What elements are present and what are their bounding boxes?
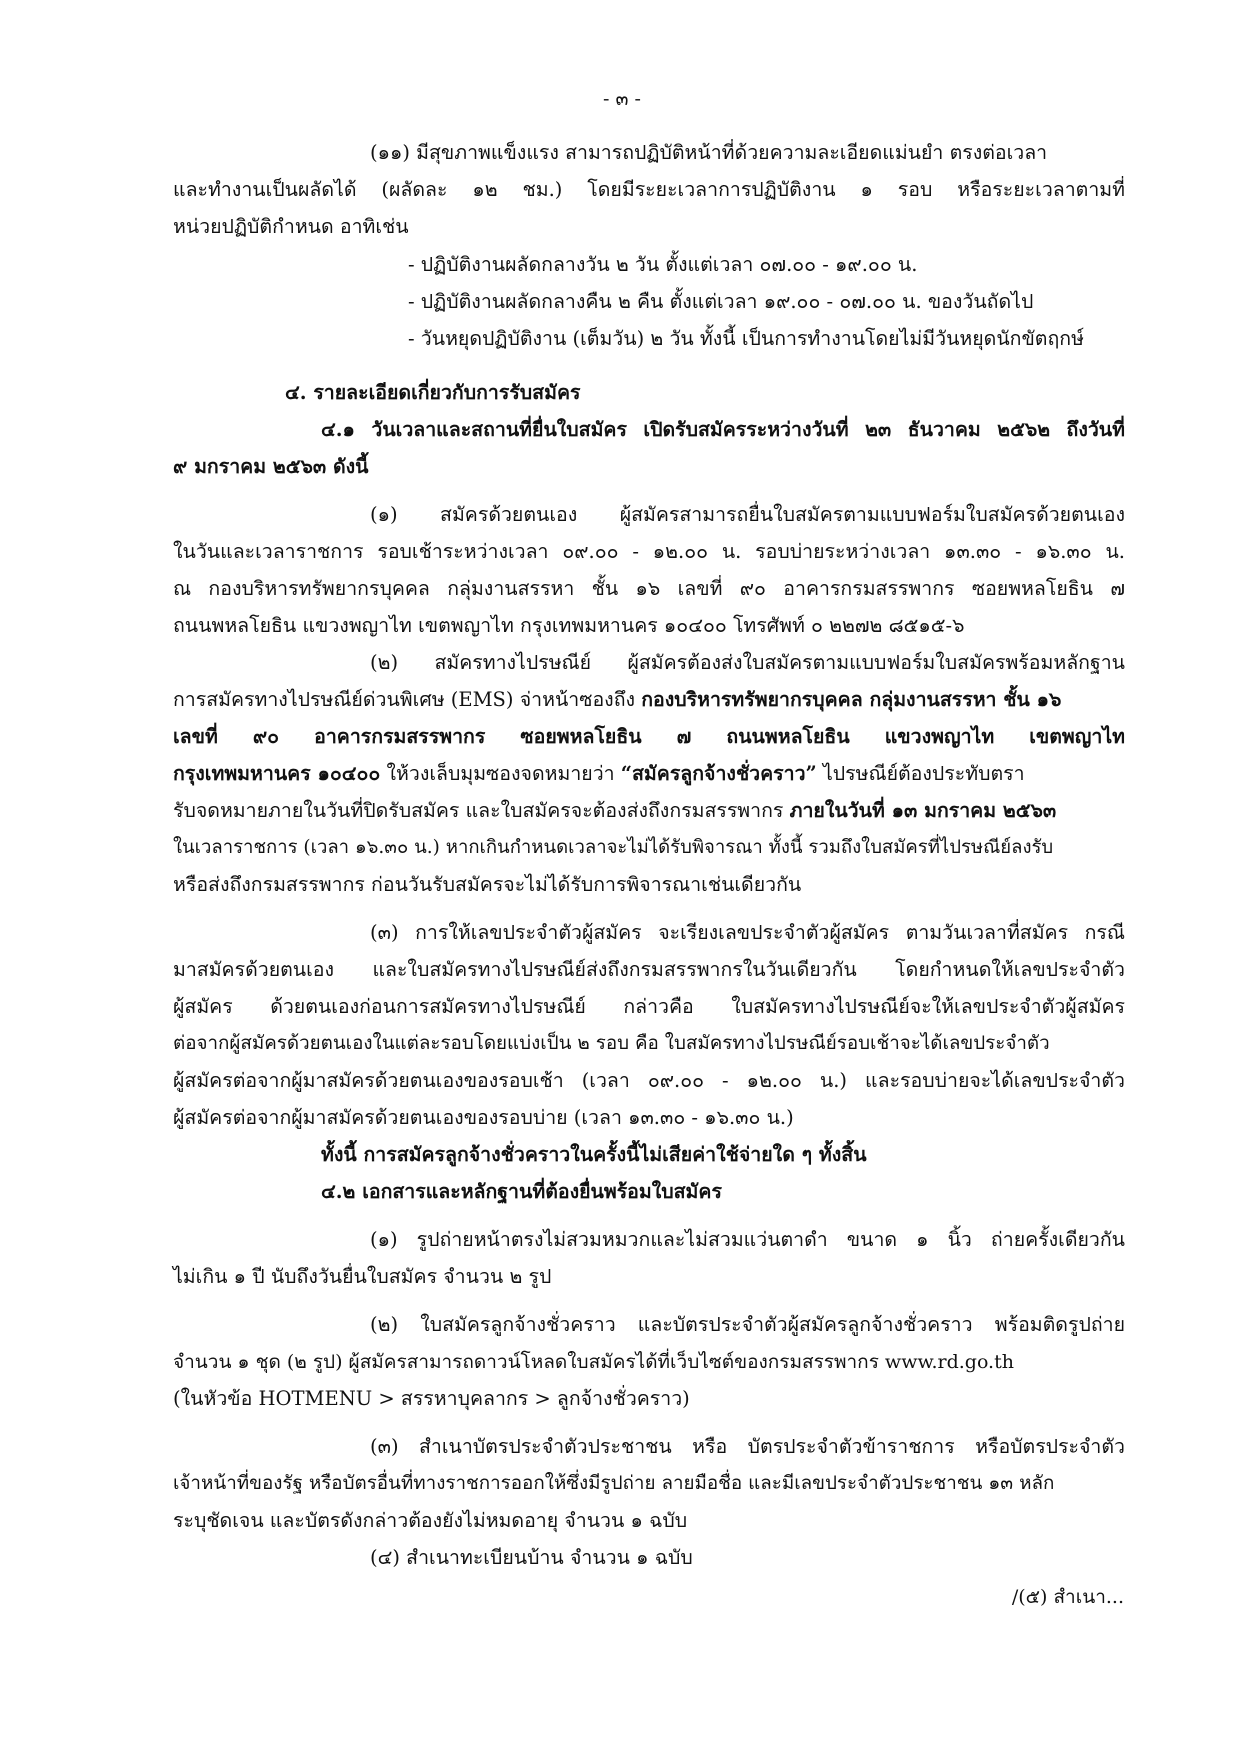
- doc-3-line-2: เจ้าหน้าที่ของรัฐ หรือบัตรอื่นที่ทางราชการออกให้ซึ่งมีรูปถ่าย ลายมือชื่อ และมีเลขประจำตัวประชาชน ๑๓ หลัก: [173, 1473, 1055, 1494]
- page-number: - ๓ -: [603, 88, 641, 110]
- doc-3-line-1: (๓) สำเนาบัตรประจำตัวประชาชน หรือ บัตรประจำตัวข้าราชการ หรือบัตรประจำตัว: [370, 1435, 1125, 1458]
- apply-in-person-line-2: ในวันและเวลาราชการ รอบเช้าระหว่างเวลา ๐๙.๐๐ - ๑๒.๐๐ น. รอบบ่ายระหว่างเวลา ๑๓.๓๐ - ๑๖.๓๐ น.: [173, 540, 1125, 563]
- numbering-line-1: (๓) การให้เลขประจำตัวผู้สมัคร จะเรียงเลขประจำตัวผู้สมัคร ตามวันเวลาที่สมัคร กรณี: [370, 921, 1125, 944]
- paragraph-11-line-3: หน่วยปฏิบัติกำหนด อาทิเช่น: [173, 215, 409, 238]
- mail-address-bold-3: กรุงเทพมหานคร ๑๐๔๐๐: [173, 762, 381, 785]
- section-4-2-heading: ๔.๒ เอกสารและหลักฐานที่ต้องยื่นพร้อมใบสมัคร: [321, 1180, 722, 1203]
- bullet-night-shift: - ปฏิบัติงานผลัดกลางคืน ๒ คืน ตั้งแต่เวลา ๑๙.๐๐ - ๐๗.๐๐ น. ของวันถัดไป: [408, 290, 1034, 313]
- paragraph-11-line-2: และทำงานเป็นผลัดได้ (ผลัดละ ๑๒ ชม.) โดยมีระยะเวลาการปฏิบัติงาน ๑ รอบ หรือระยะเวลาตามที่: [173, 178, 1125, 201]
- deadline-date-bold: ภายในวันที่ ๑๓ มกราคม ๒๕๖๓: [789, 799, 1057, 822]
- apply-by-mail-line-2-text: การสมัครทางไปรษณีย์ด่วนพิเศษ (EMS) จ่าหน้าซองถึง: [173, 688, 642, 711]
- apply-in-person-line-4: ถนนพหลโยธิน แขวงพญาไท เขตพญาไท กรุงเทพมหานคร ๑๐๔๐๐ โทรศัพท์ ๐ ๒๒๗๒ ๘๕๑๕-๖: [173, 614, 965, 637]
- no-fee-note: ทั้งนี้ การสมัครลูกจ้างชั่วคราวในครั้งนี้ไม่เสียค่าใช้จ่ายใด ๆ ทั้งสิ้น: [321, 1143, 867, 1166]
- postmark-text: ไปรษณีย์ต้องประทับตรา: [816, 762, 1025, 785]
- apply-by-mail-line-4: [173, 759, 1025, 789]
- doc-4-line-1: (๔) สำเนาทะเบียนบ้าน จำนวน ๑ ฉบับ: [370, 1546, 693, 1569]
- apply-in-person-line-1: (๑) สมัครด้วยตนเอง ผู้สมัครสามารถยื่นใบสมัครตามแบบฟอร์มใบสมัครด้วยตนเอง: [370, 503, 1125, 526]
- bullet-day-shift: - ปฏิบัติงานผลัดกลางวัน ๒ วัน ตั้งแต่เวลา ๐๗.๐๐ - ๑๙.๐๐ น.: [408, 253, 918, 276]
- apply-by-mail-line-5: [173, 796, 1056, 826]
- doc-2-line-3: (ในหัวข้อ HOTMENU > สรรหาบุคลากร > ลูกจ้างชั่วคราว): [173, 1387, 690, 1410]
- deadline-intro-text: รับจดหมายภายในวันที่ปิดรับสมัคร และใบสมัครจะต้องส่งถึงกรมสรรพากร: [173, 799, 790, 822]
- envelope-instruction-text: ให้วงเล็บมุมซองจดหมายว่า: [380, 762, 621, 785]
- apply-by-mail-line-7: หรือส่งถึงกรมสรรพากร ก่อนวันรับสมัครจะไม่ได้รับการพิจารณาเช่นเดียวกัน: [173, 873, 802, 896]
- section-4-heading: ๔. รายละเอียดเกี่ยวกับการรับสมัคร: [285, 381, 581, 404]
- doc-1-line-2: ไม่เกิน ๑ ปี นับถึงวันยื่นใบสมัคร จำนวน ๒ รูป: [173, 1265, 552, 1288]
- doc-3-line-3: ระบุชัดเจน และบัตรดังกล่าวต้องยังไม่หมดอายุ จำนวน ๑ ฉบับ: [173, 1509, 688, 1532]
- mail-address-bold-2: เลขที่ ๙๐ อาคารกรมสรรพากร ซอยพหลโยธิน ๗ ถนนพหลโยธิน แขวงพญาไท เขตพญาไท: [173, 725, 1125, 748]
- apply-by-mail-line-1: (๒) สมัครทางไปรษณีย์ ผู้สมัครต้องส่งใบสมัครตามแบบฟอร์มใบสมัครพร้อมหลักฐาน: [370, 651, 1125, 674]
- paragraph-11-line-1: (๑๑) มีสุขภาพแข็งแรง สามารถปฏิบัติหน้าที่ด้วยความละเอียดแม่นยำ ตรงต่อเวลา: [370, 141, 1048, 164]
- envelope-label-quote: “สมัครลูกจ้างชั่วคราว”: [620, 762, 817, 785]
- mail-address-bold-1: กองบริหารทรัพยากรบุคคล กลุ่มงานสรรหา ชั้น ๑๖: [641, 688, 1062, 711]
- doc-2-line-1: (๒) ใบสมัครลูกจ้างชั่วคราว และบัตรประจำตัวผู้สมัครลูกจ้างชั่วคราว พร้อมติดรูปถ่าย: [370, 1313, 1125, 1336]
- next-page-continuation: /(๕) สำเนา...: [1011, 1586, 1124, 1608]
- numbering-line-4: ต่อจากผู้สมัครด้วยตนเองในแต่ละรอบโดยแบ่งเป็น ๒ รอบ คือ ใบสมัครทางไปรษณีย์รอบเช้าจะได้เลขประจำตัว: [173, 1033, 1050, 1054]
- numbering-line-5: ผู้สมัครต่อจากผู้มาสมัครด้วยตนเองของรอบเช้า (เวลา ๐๙.๐๐ - ๑๒.๐๐ น.) และรอบบ่ายจะได้เลขประจำตัว: [173, 1069, 1125, 1092]
- section-4-1-line-1: ๔.๑ วันเวลาและสถานที่ยื่นใบสมัคร เปิดรับสมัครระหว่างวันที่ ๒๓ ธันวาคม ๒๕๖๒ ถึงวันที่: [321, 418, 1125, 441]
- doc-1-line-1: (๑) รูปถ่ายหน้าตรงไม่สวมหมวกและไม่สวมแว่นตาดำ ขนาด ๑ นิ้ว ถ่ายครั้งเดียวกัน: [370, 1228, 1125, 1251]
- numbering-line-6: ผู้สมัครต่อจากผู้มาสมัครด้วยตนเองของรอบบ่าย (เวลา ๑๓.๓๐ - ๑๖.๓๐ น.): [173, 1106, 794, 1129]
- apply-by-mail-line-6: ในเวลาราชการ (เวลา ๑๖.๓๐ น.) หากเกินกำหนดเวลาจะไม่ได้รับพิจารณา ทั้งนี้ รวมถึงใบสมัครที่ไปรษณีย์ลงรับ: [173, 837, 1054, 858]
- section-4-1-line-2: ๙ มกราคม ๒๕๖๓ ดังนี้: [173, 455, 369, 478]
- doc-2-line-2: จำนวน ๑ ชุด (๒ รูป) ผู้สมัครสามารถดาวน์โหลดใบสมัครได้ที่เว็บไซต์ของกรมสรรพากร www.rd.go.th: [173, 1351, 1014, 1373]
- numbering-line-2: มาสมัครด้วยตนเอง และใบสมัครทางไปรษณีย์ส่งถึงกรมสรรพากรในวันเดียวกัน โดยกำหนดให้เลขประจำตัว: [173, 958, 1125, 981]
- numbering-line-3: ผู้สมัคร ด้วยตนเองก่อนการสมัครทางไปรษณีย์ กล่าวคือ ใบสมัครทางไปรษณีย์จะให้เลขประจำตัวผู้สมัคร: [173, 995, 1125, 1018]
- bullet-holiday: - วันหยุดปฏิบัติงาน (เต็มวัน) ๒ วัน ทั้งนี้ เป็นการทำงานโดยไม่มีวันหยุดนักขัตฤกษ์: [408, 327, 1084, 350]
- apply-in-person-line-3: ณ กองบริหารทรัพยากรบุคคล กลุ่มงานสรรหา ชั้น ๑๖ เลขที่ ๙๐ อาคารกรมสรรพากร ซอยพหลโยธิน ๗: [173, 577, 1125, 600]
- apply-by-mail-line-2: [173, 685, 1061, 715]
